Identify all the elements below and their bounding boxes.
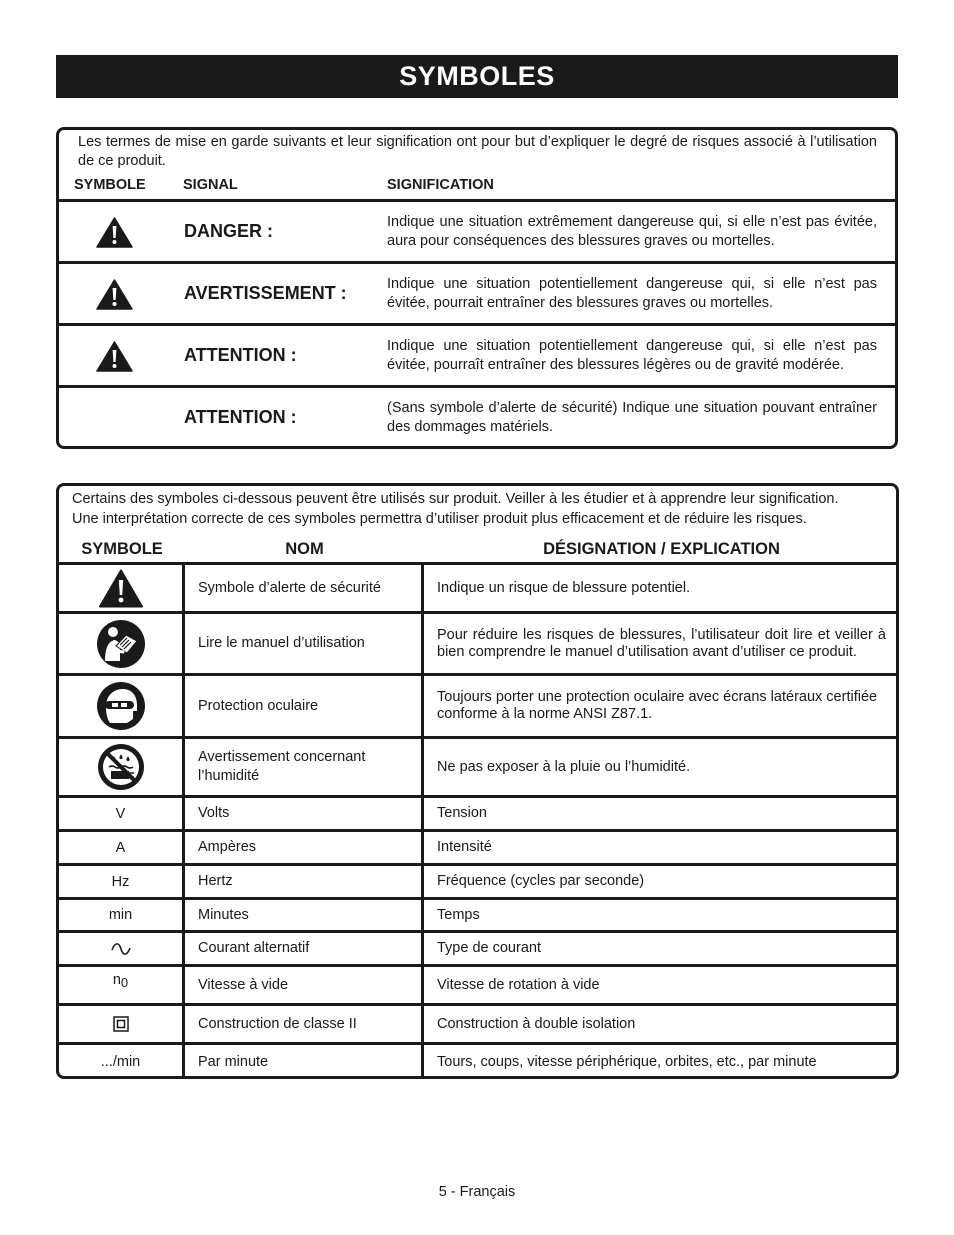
symbol-cell: .../min	[59, 1045, 185, 1079]
explanation-cell: Construction à double isolation	[437, 1015, 636, 1032]
header-meaning: SIGNIFICATION	[387, 177, 494, 193]
table-row	[59, 736, 896, 795]
signal-label: DANGER :	[184, 221, 273, 241]
intro-line: Certains des symboles ci-dessous peuvent être utilisés sur produit. Veiller à les étudier et à apprendre leur signification.	[72, 491, 839, 507]
intro-line: Une interprétation correcte de ces symboles permettra d’utiliser produit plus efficacement et de réduire les risques.	[72, 511, 807, 527]
eye-protection-icon	[96, 681, 146, 731]
explanation-cell: Intensité	[437, 839, 492, 855]
symbol-cell: A	[59, 832, 185, 863]
table-row	[59, 1003, 896, 1042]
explanation-cell: Type de courant	[437, 940, 541, 956]
symbol-cell	[59, 614, 185, 673]
signal-row-attention-property	[59, 385, 895, 447]
warning-triangle-icon	[96, 341, 133, 372]
read-manual-icon	[96, 619, 146, 669]
explanation-cell: Fréquence (cycles par seconde)	[437, 873, 645, 889]
symbol-cell	[59, 933, 185, 964]
symbols-table	[56, 483, 899, 1079]
symbols-table-intro	[72, 489, 886, 529]
explanation-cell: Tours, coups, vitesse périphérique, orbites, etc., par minute	[437, 1053, 817, 1070]
name-cell: Vitesse à vide	[185, 967, 424, 1003]
header-explanation: DÉSIGNATION / EXPLICATION	[543, 540, 780, 558]
warning-triangle-icon	[96, 217, 133, 248]
signal-meaning: Indique une situation extrêmement dangereuse qui, si elle n’est pas évitée, aura pour conséquences des blessures graves ou mortelles.	[387, 213, 877, 249]
table-row	[59, 1042, 896, 1079]
signal-row-avertissement	[59, 261, 895, 323]
symbol-cell	[59, 676, 185, 736]
explanation-cell: Indique un risque de blessure potentiel.	[437, 579, 691, 596]
class-ii-icon	[113, 1016, 129, 1032]
alternating-current-icon	[111, 943, 131, 955]
name-cell: Par minute	[185, 1045, 424, 1079]
table-row	[59, 673, 896, 736]
symbol-cell: min	[59, 900, 185, 930]
table-row	[59, 964, 896, 1003]
page-title: SYMBOLES	[56, 55, 898, 98]
name-cell: Protection oculaire	[185, 676, 424, 736]
name-cell: Hertz	[185, 866, 424, 897]
table-row	[59, 863, 896, 897]
symbol-cell: V	[59, 798, 185, 829]
explanation-cell: Toujours porter une protection oculaire avec écrans latéraux certifiée conforme à la norme ANSI Z87.1.	[437, 689, 878, 722]
header-name: NOM	[285, 540, 324, 558]
no-rain-icon	[97, 743, 145, 791]
signal-label: ATTENTION :	[184, 407, 297, 427]
symbol-cell	[59, 967, 185, 1003]
warning-triangle-icon	[96, 279, 133, 310]
header-signal: SIGNAL	[183, 177, 238, 193]
name-cell: Minutes	[185, 900, 424, 930]
page-footer: 5 - Français	[438, 1184, 516, 1200]
explanation-cell: Vitesse de rotation à vide	[437, 976, 600, 993]
symbol-cell	[59, 1006, 185, 1042]
explanation-cell: Temps	[437, 906, 480, 923]
name-cell: Construction de classe II	[185, 1006, 424, 1042]
name-cell: Courant alternatif	[185, 933, 424, 964]
table-row	[59, 829, 896, 863]
symbol-cell	[59, 565, 185, 611]
table-row	[59, 611, 896, 673]
no-load-speed-symbol: n0	[112, 972, 129, 990]
signal-words-table	[56, 127, 898, 449]
explanation-cell: Ne pas exposer à la pluie ou l’humidité.	[437, 758, 691, 775]
symbols-table-header	[59, 540, 896, 562]
signal-label: ATTENTION :	[184, 345, 297, 365]
signal-row-danger	[59, 199, 895, 261]
name-cell: Avertissement concernant l’humidité	[185, 739, 424, 795]
header-symbol: SYMBOLE	[74, 177, 146, 193]
signal-meaning: Indique une situation potentiellement dangereuse qui, si elle n’est pas évitée, pourrait entraîner des blessures graves ou mortelles.	[387, 275, 877, 311]
table-row	[59, 897, 896, 930]
name-cell: Volts	[185, 798, 424, 829]
name-cell: Ampères	[185, 832, 424, 863]
table-row	[59, 930, 896, 964]
signal-meaning: (Sans symbole d’alerte de sécurité) Indique une situation pouvant entraîner des dommages matériels.	[387, 399, 877, 435]
signal-table-intro: Les termes de mise en garde suivants et leur signification ont pour but d’expliquer le degré de risques associé à l’utilisation de ce produit.	[78, 134, 877, 169]
signal-table-header	[59, 177, 895, 197]
symbol-cell: Hz	[59, 866, 185, 897]
header-symbol: SYMBOLE	[81, 540, 163, 558]
table-row	[59, 795, 896, 829]
signal-label: AVERTISSEMENT :	[184, 283, 347, 303]
explanation-cell: Pour réduire les risques de blessures, l’utilisateur doit lire et veiller à bien comprendre le manuel d’utilisation avant d’utiliser ce produit.	[437, 626, 886, 660]
signal-row-attention	[59, 323, 895, 385]
name-cell: Symbole d’alerte de sécurité	[185, 565, 424, 611]
table-row	[59, 562, 896, 611]
safety-alert-icon	[99, 569, 143, 608]
explanation-cell: Tension	[437, 805, 487, 821]
name-cell: Lire le manuel d’utilisation	[185, 614, 424, 673]
symbol-cell	[59, 739, 185, 795]
signal-meaning: Indique une situation potentiellement dangereuse qui, si elle n’est pas évitée, pourraît entraîner des blessures légères ou de gravité modérée.	[387, 337, 877, 373]
